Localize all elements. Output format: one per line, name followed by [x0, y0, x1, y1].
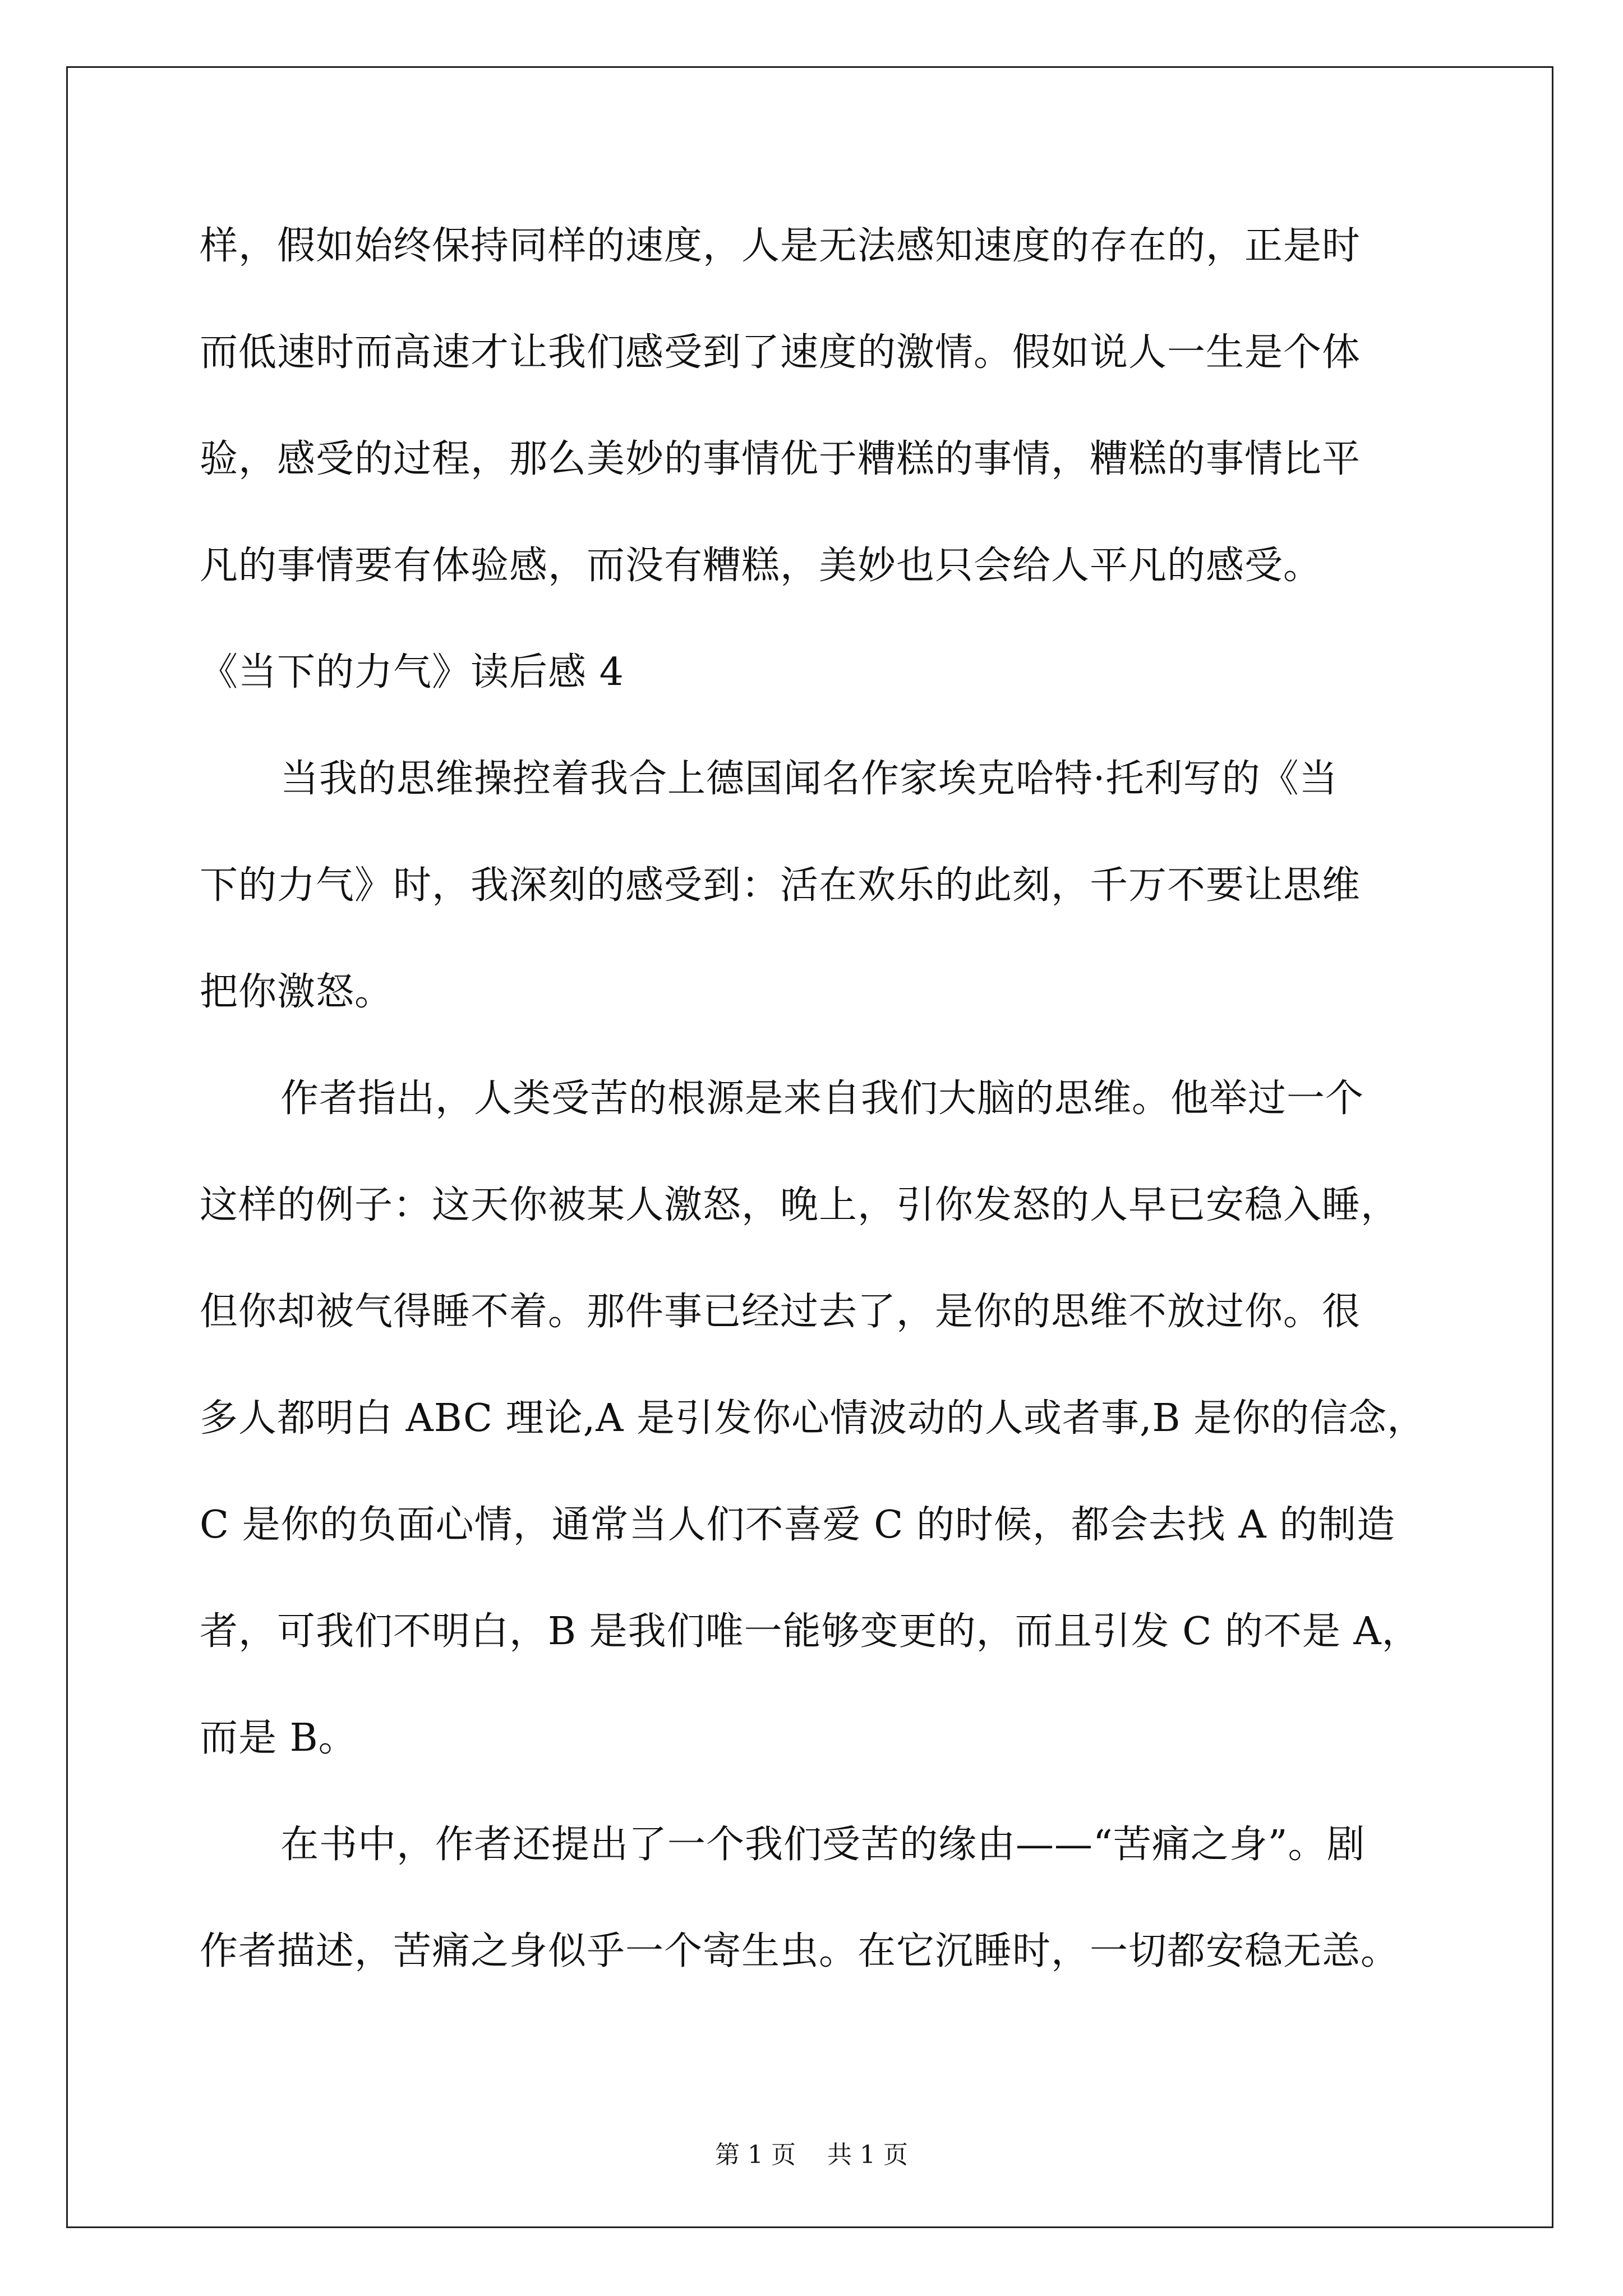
text-line: 而低速时而高速才让我们感受到了速度的激情。假如说人一生是个体 — [200, 330, 1361, 375]
text-line: C 是你的负面心情，通常当人们不喜爱 C 的时候，都会去找 A 的制造 — [200, 1503, 1396, 1547]
text-line: 但你却被气得睡不着。那件事已经过去了，是你的思维不放过你。很 — [200, 1290, 1361, 1334]
text-line: 这样的例子：这天你被某人激怒，晚上，引你发怒的人早已安稳入睡， — [200, 1183, 1400, 1227]
page-footer — [0, 2134, 1623, 2170]
text-line: 多人都明白 ABC 理论,A 是引发你心情波动的人或者事,B 是你的信念， — [200, 1396, 1426, 1441]
page-total: 共 1 页 — [827, 2141, 908, 2169]
section-heading: 《当下的力气》读后感 4 — [200, 650, 624, 694]
paragraph-first-line: 当我的思维操控着我合上德国闻名作家埃克哈特·托利写的《当 — [280, 757, 1338, 801]
text-line: 验，感受的过程，那么美妙的事情优于糟糕的事情，糟糕的事情比平 — [200, 437, 1361, 481]
text-line: 样，假如始终保持同样的速度，人是无法感知速度的存在的，正是时 — [200, 224, 1361, 268]
document-body — [200, 215, 1429, 2027]
text-line: 凡的事情要有体验感，而没有糟糕，美妙也只会给人平凡的感受。 — [200, 544, 1322, 588]
text-line: 者，可我们不明白，B 是我们唯一能够变更的，而且引发 C 的不是 A， — [200, 1609, 1421, 1654]
page-number: 第 1 页 — [715, 2141, 796, 2169]
text-line: 下的力气》时，我深刻的感受到：活在欢乐的此刻，千万不要让思维 — [200, 863, 1361, 908]
text-line: 而是 B。 — [200, 1716, 357, 1760]
text-line: 把你激怒。 — [200, 970, 394, 1014]
paragraph-first-line: 作者指出，人类受苦的根源是来自我们大脑的思维。他举过一个 — [280, 1076, 1364, 1121]
paragraph-first-line: 在书中，作者还提出了一个我们受苦的缘由——“苦痛之身”。剧 — [280, 1823, 1366, 1867]
text-line: 作者描述，苦痛之身似乎一个寄生虫。在它沉睡时，一切都安稳无恙。 — [200, 1929, 1400, 1973]
